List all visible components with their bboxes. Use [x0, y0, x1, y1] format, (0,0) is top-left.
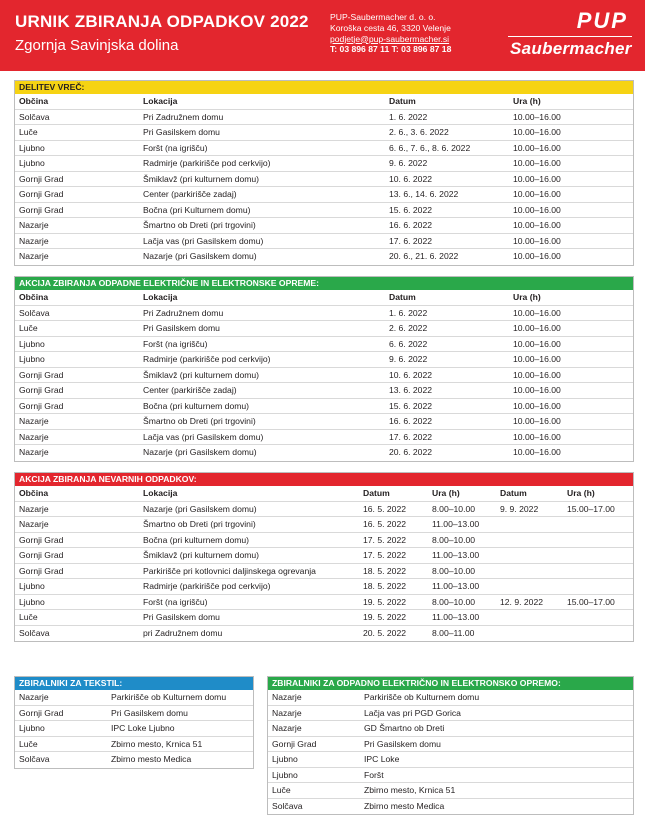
table-row: [15, 502, 633, 518]
table-row: [15, 141, 633, 157]
column-header-lokacija: Lokacija: [143, 488, 178, 498]
cell-datum: 1. 6. 2022: [389, 307, 428, 318]
cell-datum: 20. 5. 2022: [363, 627, 407, 638]
cell-datum: 2. 6., 3. 6. 2022: [389, 127, 449, 137]
cell-lokacija: Šmiklavž (pri kulturnem domu): [143, 369, 260, 380]
table-row: [15, 445, 633, 461]
cell-lokacija: Foršt (na igrišču): [143, 596, 208, 607]
cell-obcina: Solčava: [272, 800, 303, 811]
table-row: [15, 249, 633, 265]
cell-lokacija: Pri Zadružnem domu: [143, 307, 224, 318]
electro-bins-section-title: ZBIRALNIKI ZA ODPADNO ELEKTRIČNO IN ELEKTRONSKO OPREMO:: [268, 677, 633, 690]
column-header-lokacija: Lokacija: [143, 292, 178, 302]
cell-lokacija: Lačja vas (pri Gasilskem domu): [143, 431, 264, 442]
cell-datum: 2. 6. 2022: [389, 323, 428, 333]
page-title: URNIK ZBIRANJA ODPADKOV 2022: [15, 12, 309, 31]
cell-obcina: Nazarje: [272, 723, 302, 733]
table-row: [15, 187, 633, 203]
cell-datum: 13. 6. 2022: [389, 385, 433, 395]
cell-lokacija: Foršt: [364, 769, 384, 780]
electronics-table: [15, 290, 633, 461]
textiles-section-title: ZBIRALNIKI ZA TEKSTIL:: [15, 677, 253, 690]
cell-lokacija: pri Zadružnem domu: [143, 627, 223, 638]
company-email[interactable]: podjetje@pup-saubermacher.si: [330, 33, 450, 44]
table-row: [15, 125, 633, 141]
cell-obcina: Ljubno: [19, 723, 45, 733]
cell-ura: 8.00–10.00: [432, 503, 476, 514]
table-row: [15, 430, 633, 446]
cell-lokacija: Foršt (na igrišču): [143, 338, 208, 349]
cell-ura: 10.00–16.00: [513, 338, 561, 349]
table-header-row: [15, 94, 633, 110]
cell-datum: 20. 6., 21. 6. 2022: [389, 251, 459, 261]
cell-datum: 16. 5. 2022: [363, 503, 407, 514]
table-row: [15, 595, 633, 611]
table-row: [268, 690, 633, 706]
cell-obcina: Nazarje: [19, 447, 49, 457]
cell-ura: 10.00–16.00: [513, 127, 561, 137]
cell-lokacija: Bočna (pri kulturnem domu): [143, 400, 250, 411]
cell-obcina: Ljubno: [19, 338, 45, 349]
cell-ura: 10.00–16.00: [513, 307, 561, 318]
table-row: [15, 110, 633, 126]
cell-lokacija: Pri Gasilskem domu: [143, 612, 220, 622]
cell-ura: 8.00–10.00: [432, 565, 476, 576]
cell-ura: 10.00–16.00: [513, 431, 561, 442]
cell-obcina: Gornji Grad: [272, 738, 317, 749]
cell-obcina: Ljubno: [19, 142, 45, 153]
cell-obcina: Gornji Grad: [19, 385, 64, 395]
table-row: [15, 721, 253, 737]
column-header-ura: Ura (h): [513, 292, 541, 302]
cell-lokacija: Pri Zadružnem domu: [143, 111, 224, 122]
saubermacher-logo: [508, 9, 632, 59]
cell-ura: 8.00–11.00: [432, 627, 475, 638]
cell-obcina: Nazarje: [19, 692, 49, 702]
cell-lokacija: Parkirišče ob Kulturnem domu: [364, 692, 480, 702]
cell-obcina: Nazarje: [272, 692, 302, 702]
cell-obcina: Solčava: [19, 307, 50, 318]
table-row: [15, 321, 633, 337]
table-row: [15, 414, 633, 430]
company-address: Koroška cesta 46, 3320 Velenje: [330, 22, 451, 33]
cell-obcina: Gornji Grad: [19, 173, 64, 184]
cell-obcina: Nazarje: [19, 503, 49, 514]
hazardous-table: [15, 486, 633, 641]
bags-section-title: DELITEV VREČ:: [15, 81, 633, 94]
table-row: [15, 203, 633, 219]
column-header-ura: Ura (h): [432, 488, 460, 498]
cell-obcina: Nazarje: [19, 220, 49, 230]
cell-datum2: 12. 9. 2022: [500, 596, 544, 607]
cell-lokacija: Radmirje (parkirišče pod cerkvijo): [143, 158, 271, 168]
textiles-table: [15, 690, 253, 768]
cell-datum: 19. 5. 2022: [363, 596, 407, 607]
cell-ura: 11.00–13.00: [432, 581, 480, 591]
cell-obcina: Gornji Grad: [19, 400, 64, 411]
table-row: [15, 548, 633, 564]
cell-ura: 10.00–16.00: [513, 354, 561, 364]
cell-obcina: Gornji Grad: [19, 707, 64, 718]
table-row: [15, 383, 633, 399]
cell-lokacija: IPC Loke: [364, 754, 400, 764]
table-row: [268, 799, 633, 815]
cell-obcina: Solčava: [19, 627, 50, 638]
column-header-obcina: Občina: [19, 488, 49, 498]
cell-obcina: Ljubno: [19, 354, 45, 364]
table-row: [15, 352, 633, 368]
cell-obcina: Gornji Grad: [19, 550, 64, 560]
cell-ura: 10.00–16.00: [513, 385, 561, 395]
cell-datum: 6. 6., 7. 6., 8. 6. 2022: [389, 142, 471, 153]
cell-lokacija: Šmartno ob Dreti (pri trgovini): [143, 519, 256, 529]
cell-datum: 13. 6., 14. 6. 2022: [389, 189, 459, 199]
table-row: [15, 172, 633, 188]
cell-datum: 17. 5. 2022: [363, 550, 407, 560]
cell-ura: 10.00–16.00: [513, 400, 561, 411]
column-header-ura: Ura (h): [513, 96, 541, 106]
hazardous-section-title: AKCIJA ZBIRANJA NEVARNIH ODPADKOV:: [15, 473, 633, 486]
table-row: [15, 517, 633, 533]
cell-obcina: Nazarje: [19, 519, 49, 529]
table-row: [15, 399, 633, 415]
cell-ura: 10.00–16.00: [513, 416, 561, 426]
company-contact: [330, 12, 451, 55]
company-phones: T: 03 896 87 11 T: 03 896 87 18: [330, 44, 452, 55]
cell-obcina: Nazarje: [272, 707, 302, 718]
cell-obcina: Nazarje: [19, 235, 49, 246]
cell-lokacija: Pri Gasilskem domu: [143, 127, 220, 137]
cell-obcina: Nazarje: [19, 416, 49, 426]
cell-ura: 10.00–16.00: [513, 251, 561, 261]
cell-obcina: Nazarje: [19, 431, 49, 442]
cell-obcina: Solčava: [19, 111, 50, 122]
cell-ura: 11.00–13.00: [432, 519, 480, 529]
cell-obcina: Nazarje: [19, 251, 49, 261]
cell-lokacija: Nazarje (pri Gasilskem domu): [143, 251, 257, 261]
cell-datum2: 9. 9. 2022: [500, 503, 539, 514]
column-header-datum: Datum: [389, 96, 416, 106]
cell-ura: 10.00–16.00: [513, 220, 561, 230]
cell-obcina: Luče: [19, 127, 38, 137]
cell-datum: 1. 6. 2022: [389, 111, 428, 122]
cell-ura: 10.00–16.00: [513, 235, 561, 246]
cell-datum: 19. 5. 2022: [363, 612, 407, 622]
cell-obcina: Luče: [272, 785, 291, 795]
cell-datum: 9. 6. 2022: [389, 158, 428, 168]
cell-lokacija: Bočna (pri kulturnem domu): [143, 534, 250, 545]
table-row: [15, 156, 633, 172]
table-row: [15, 610, 633, 626]
table-header-row: [15, 290, 633, 306]
cell-ura2: 15.00–17.00: [567, 503, 615, 514]
cell-lokacija: Zbirno mesto, Krnica 51: [111, 738, 203, 749]
table-row: [15, 234, 633, 250]
cell-obcina: Luče: [19, 323, 38, 333]
cell-lokacija: Zbirno mesto Medica: [364, 800, 445, 811]
column-header-datum: Datum: [363, 488, 390, 498]
table-row: [268, 752, 633, 768]
table-row: [15, 337, 633, 353]
cell-ura: 10.00–16.00: [513, 189, 561, 199]
cell-lokacija: Pri Gasilskem domu: [111, 707, 188, 718]
table-row: [15, 752, 253, 768]
cell-obcina: Ljubno: [19, 158, 45, 168]
cell-lokacija: Nazarje (pri Gasilskem domu): [143, 503, 257, 514]
cell-obcina: Gornji Grad: [19, 204, 64, 215]
cell-ura: 8.00–10.00: [432, 534, 476, 545]
column-header-datum: Datum: [500, 488, 527, 498]
table-row: [268, 721, 633, 737]
table-row: [15, 579, 633, 595]
table-row: [268, 737, 633, 753]
cell-ura: 10.00–16.00: [513, 447, 561, 457]
cell-lokacija: Zbirno mesto, Krnica 51: [364, 785, 456, 795]
cell-lokacija: Lačja vas pri PGD Gorica: [364, 707, 461, 718]
cell-ura: 10.00–16.00: [513, 142, 561, 153]
cell-lokacija: Šmiklavž (pri kulturnem domu): [143, 550, 260, 560]
column-header-lokacija: Lokacija: [143, 96, 178, 106]
cell-obcina: Gornji Grad: [19, 534, 64, 545]
cell-datum: 10. 6. 2022: [389, 173, 433, 184]
cell-lokacija: Zbirno mesto Medica: [111, 754, 192, 764]
column-header-obcina: Občina: [19, 96, 49, 106]
electro-bins-section: [267, 676, 634, 815]
cell-lokacija: Šmartno ob Dreti (pri trgovini): [143, 220, 256, 230]
cell-ura2: 15.00–17.00: [567, 596, 615, 607]
page-header: [0, 0, 645, 71]
cell-lokacija: Šmiklavž (pri kulturnem domu): [143, 173, 260, 184]
cell-obcina: Ljubno: [272, 769, 298, 780]
cell-lokacija: Bočna (pri Kulturnem domu): [143, 204, 251, 215]
cell-ura: 8.00–10.00: [432, 596, 476, 607]
table-row: [15, 690, 253, 706]
cell-ura: 10.00–16.00: [513, 173, 561, 184]
cell-obcina: Luče: [19, 738, 38, 749]
cell-ura: 10.00–16.00: [513, 158, 561, 168]
column-header-datum: Datum: [389, 292, 416, 302]
textiles-section: [14, 676, 254, 769]
cell-lokacija: Pri Gasilskem domu: [364, 738, 441, 749]
cell-datum: 16. 6. 2022: [389, 220, 433, 230]
bags-section: [14, 80, 634, 266]
electro-bins-table: [268, 690, 633, 814]
cell-obcina: Gornji Grad: [19, 565, 64, 576]
electronics-section-title: AKCIJA ZBIRANJA ODPADNE ELEKTRIČNE IN ELEKTRONSKE OPREME:: [15, 277, 633, 290]
electronics-section: [14, 276, 634, 462]
cell-datum: 6. 6. 2022: [389, 338, 428, 349]
page-subtitle: Zgornja Savinjska dolina: [15, 37, 179, 54]
table-row: [268, 783, 633, 799]
cell-lokacija: IPC Loke Ljubno: [111, 723, 175, 733]
cell-obcina: Ljubno: [19, 581, 45, 591]
cell-datum: 9. 6. 2022: [389, 354, 428, 364]
cell-datum: 16. 6. 2022: [389, 416, 433, 426]
column-header-ura: Ura (h): [567, 488, 595, 498]
bags-table: [15, 94, 633, 265]
cell-datum: 18. 5. 2022: [363, 581, 407, 591]
table-row: [15, 218, 633, 234]
column-header-obcina: Občina: [19, 292, 49, 302]
cell-datum: 10. 6. 2022: [389, 369, 433, 380]
cell-ura: 11.00–13.00: [432, 612, 480, 622]
cell-datum: 15. 6. 2022: [389, 204, 433, 215]
table-row: [15, 533, 633, 549]
cell-lokacija: Center (parkirišče zadaj): [143, 385, 237, 395]
table-row: [15, 306, 633, 322]
cell-lokacija: Radmirje (parkirišče pod cerkvijo): [143, 354, 271, 364]
cell-lokacija: Nazarje (pri Gasilskem domu): [143, 447, 257, 457]
table-row: [268, 706, 633, 722]
cell-obcina: Luče: [19, 612, 38, 622]
cell-lokacija: Pri Gasilskem domu: [143, 323, 220, 333]
cell-lokacija: Foršt (na igrišču): [143, 142, 208, 153]
cell-datum: 20. 6. 2022: [389, 447, 433, 457]
logo-divider: [508, 36, 632, 37]
cell-datum: 17. 6. 2022: [389, 235, 433, 246]
table-row: [15, 706, 253, 722]
logo-pup-text: PUP: [576, 8, 628, 33]
table-header-row: [15, 486, 633, 502]
cell-ura: 10.00–16.00: [513, 369, 561, 380]
cell-obcina: Ljubno: [272, 754, 298, 764]
hazardous-section: [14, 472, 634, 642]
logo-saubermacher-text: Saubermacher: [510, 39, 632, 58]
cell-datum: 17. 6. 2022: [389, 431, 433, 442]
cell-lokacija: Parkirišče ob Kulturnem domu: [111, 692, 227, 702]
cell-obcina: Gornji Grad: [19, 369, 64, 380]
cell-datum: 18. 5. 2022: [363, 565, 407, 576]
cell-obcina: Solčava: [19, 754, 50, 764]
cell-ura: 10.00–16.00: [513, 204, 561, 215]
table-row: [15, 737, 253, 753]
cell-ura: 11.00–13.00: [432, 550, 480, 560]
cell-lokacija: GD Šmartno ob Dreti: [364, 723, 445, 733]
cell-lokacija: Šmartno ob Dreti (pri trgovini): [143, 416, 256, 426]
cell-ura: 10.00–16.00: [513, 323, 561, 333]
cell-datum: 15. 6. 2022: [389, 400, 433, 411]
cell-ura: 10.00–16.00: [513, 111, 561, 122]
table-row: [15, 368, 633, 384]
cell-datum: 16. 5. 2022: [363, 519, 407, 529]
cell-obcina: Gornji Grad: [19, 189, 64, 199]
cell-lokacija: Parkirišče pri kotlovnici daljinskega ogrevanja: [143, 565, 316, 576]
cell-lokacija: Center (parkirišče zadaj): [143, 189, 237, 199]
cell-obcina: Ljubno: [19, 596, 45, 607]
table-row: [268, 768, 633, 784]
company-name: PUP-Saubermacher d. o. o.: [330, 12, 436, 22]
cell-lokacija: Lačja vas (pri Gasilskem domu): [143, 235, 264, 246]
cell-lokacija: Radmirje (parkirišče pod cerkvijo): [143, 581, 271, 591]
cell-datum: 17. 5. 2022: [363, 534, 407, 545]
table-row: [15, 626, 633, 642]
table-row: [15, 564, 633, 580]
